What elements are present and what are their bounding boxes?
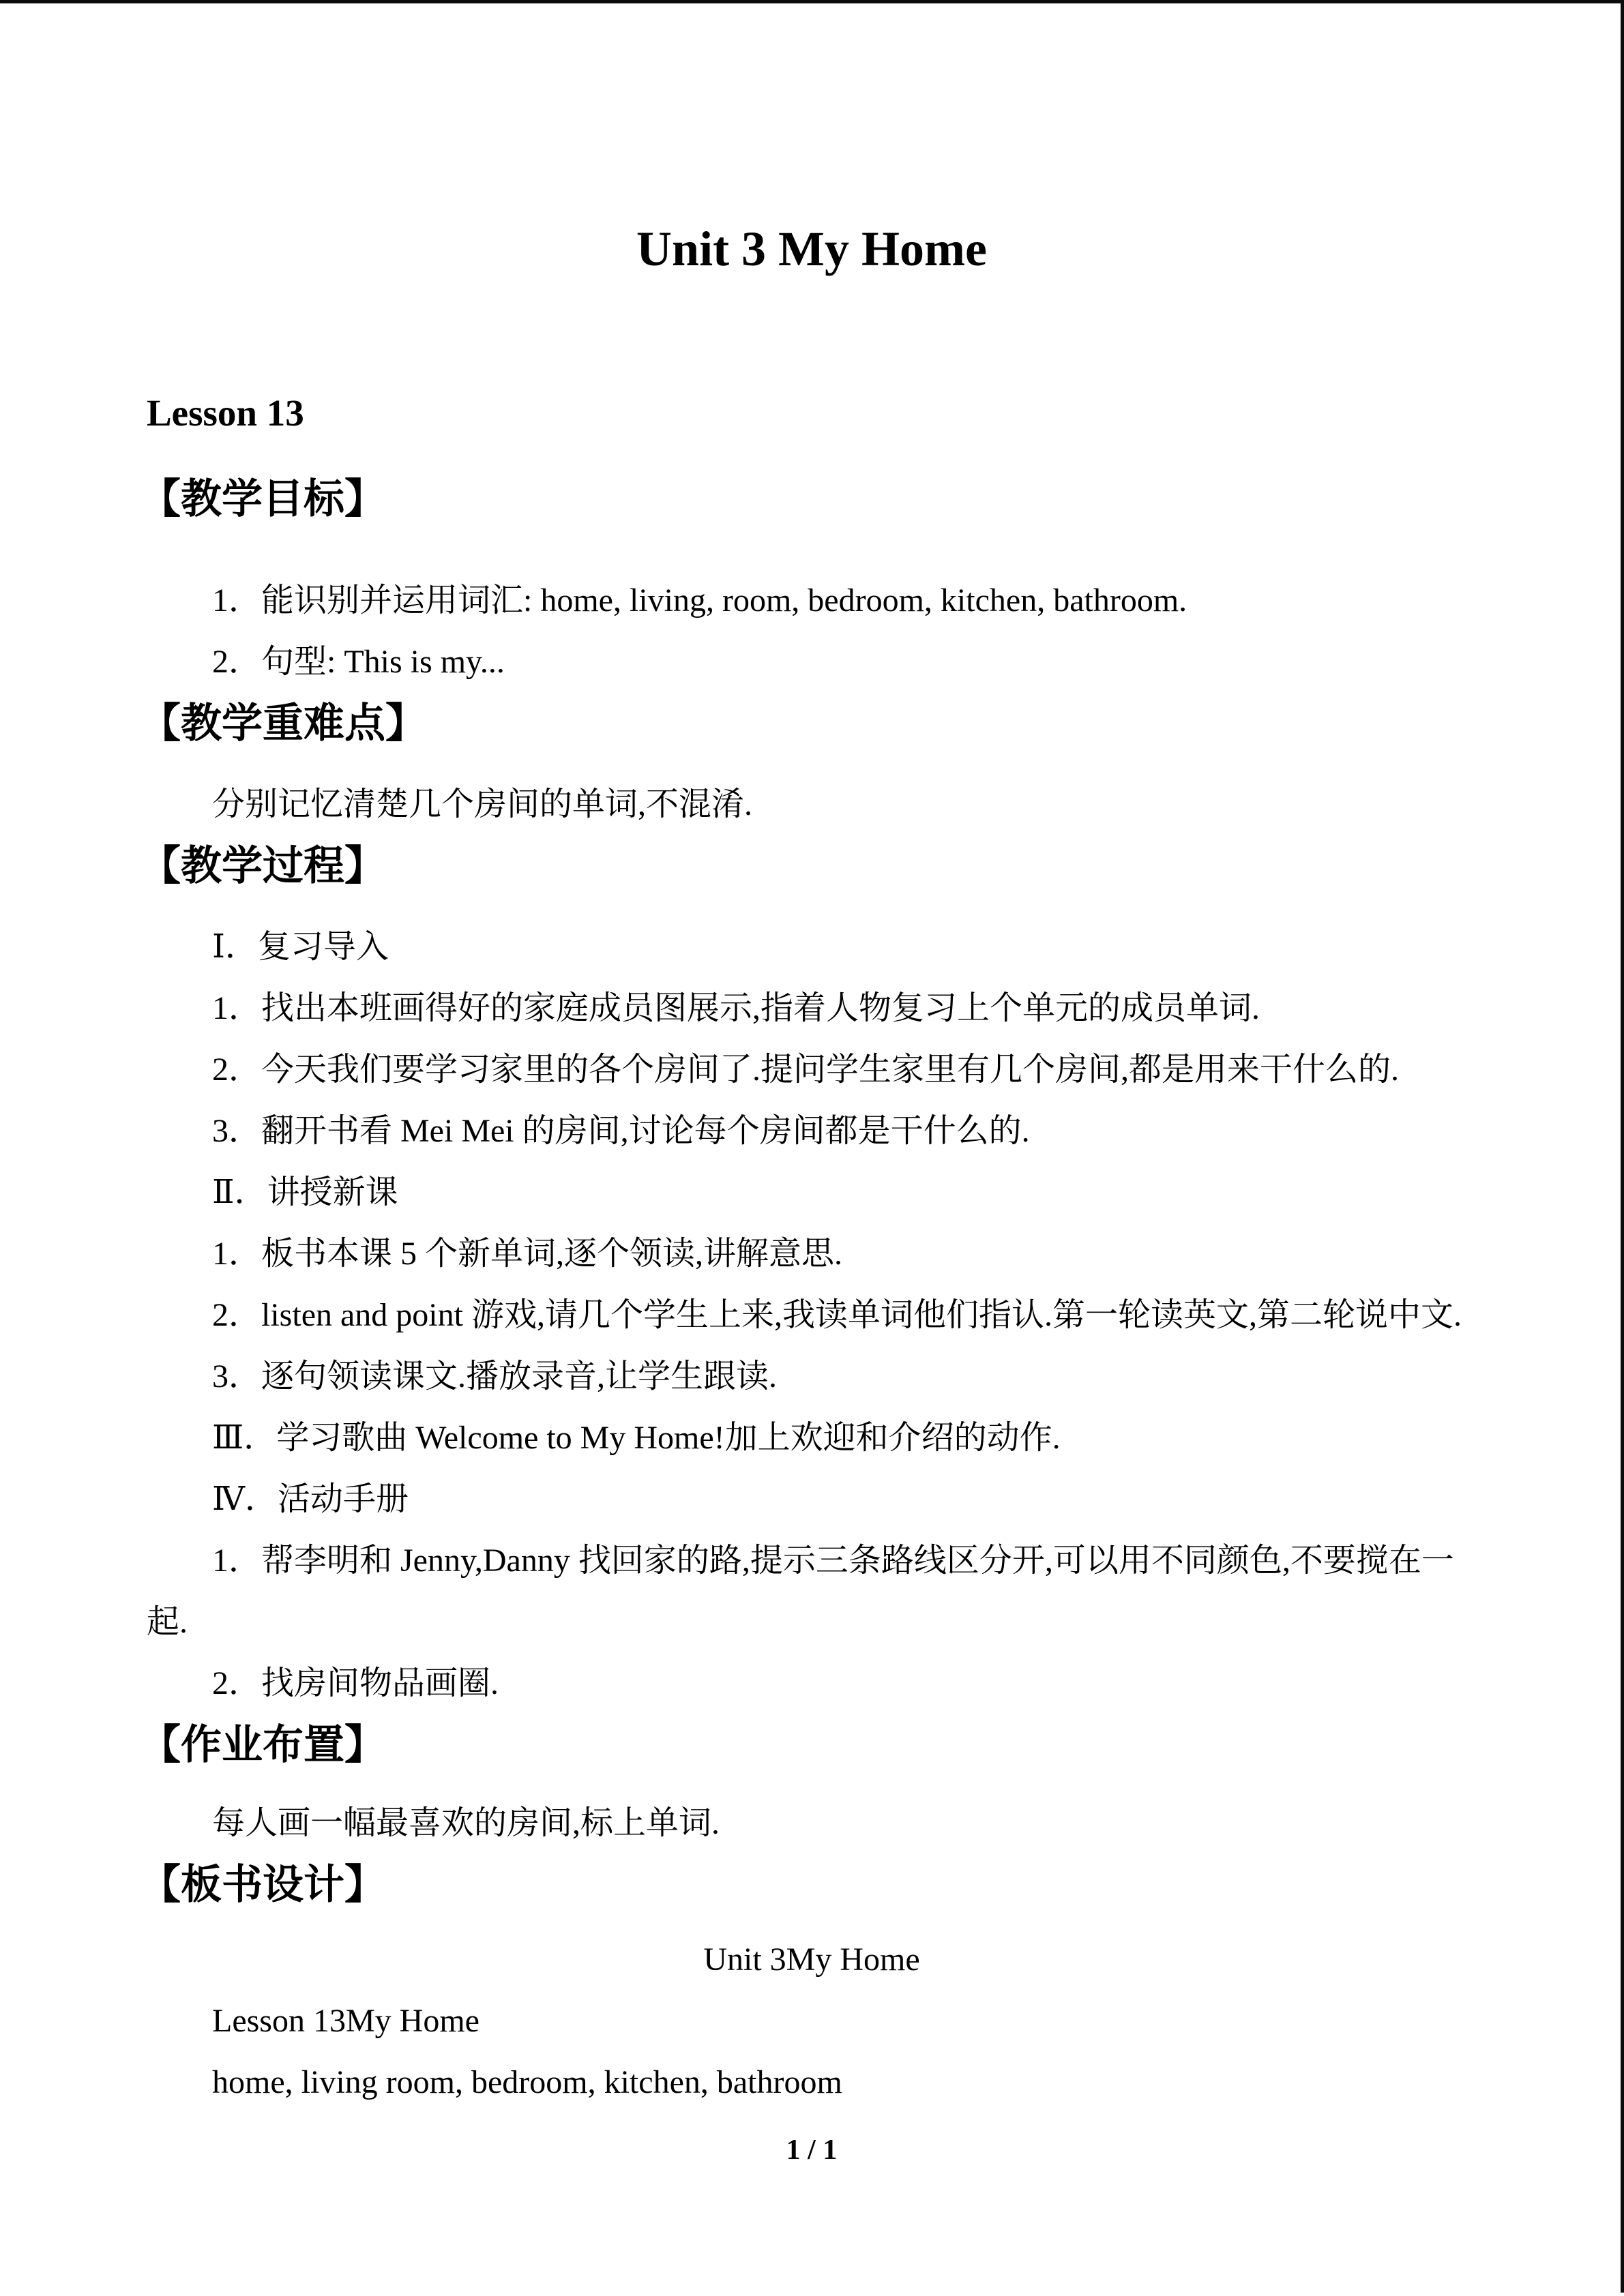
- process-step: Ⅳ．活动手册: [212, 1481, 409, 1517]
- key-points-text: 分别记忆清楚几个房间的单词,不混淆.: [212, 786, 753, 822]
- process-step: 2．找房间物品画圈.: [212, 1665, 499, 1701]
- process-step-continuation: 起.: [147, 1604, 188, 1640]
- process-step: 2．listen and point 游戏,请几个学生上来,我读单词他们指认.第一轮读英文,第二轮说中文.: [212, 1297, 1462, 1333]
- process-step: 3．翻开书看 Mei Mei 的房间,讨论每个房间都是干什么的.: [212, 1113, 1030, 1149]
- objective-item: 1．能识别并运用词汇: home, living, room, bedroom, kitchen, bathroom.: [212, 582, 1187, 618]
- process-step: Ⅱ．讲授新课: [212, 1174, 398, 1210]
- process-step: 1．找出本班画得好的家庭成员图展示,指着人物复习上个单元的成员单词.: [212, 990, 1260, 1026]
- section-heading-objectives: 【教学目标】: [140, 477, 385, 522]
- section-heading-key-points: 【教学重难点】: [140, 701, 426, 746]
- section-heading-homework: 【作业布置】: [140, 1723, 385, 1768]
- board-lesson-line: Lesson 13My Home: [212, 2003, 479, 2039]
- process-step: Ⅲ．学习歌曲 Welcome to My Home!加上欢迎和介绍的动作.: [212, 1420, 1061, 1456]
- board-words-line: home, living room, bedroom, kitchen, bathroom: [212, 2064, 842, 2100]
- process-step: Ⅰ．复习导入: [212, 929, 389, 965]
- process-step: 1．板书本课 5 个新单词,逐个领读,讲解意思.: [212, 1236, 843, 1272]
- process-step: 2．今天我们要学习家里的各个房间了.提问学生家里有几个房间,都是用来干什么的.: [212, 1052, 1400, 1088]
- lesson-heading: Lesson 13: [147, 392, 304, 434]
- section-heading-board-design: 【板书设计】: [140, 1862, 385, 1907]
- process-step: 3．逐句领读课文.播放录音,让学生跟读.: [212, 1358, 778, 1395]
- board-title-line: Unit 3My Home: [703, 1941, 920, 1978]
- objective-item: 2．句型: This is my...: [212, 644, 505, 680]
- section-heading-process: 【教学过程】: [140, 844, 385, 889]
- document-title: Unit 3 My Home: [636, 222, 987, 276]
- process-step: 1．帮李明和 Jenny,Danny 找回家的路,提示三条路线区分开,可以用不同颜色,不要搅在一: [212, 1542, 1454, 1579]
- page-top-border: [0, 0, 1624, 3]
- page-number: 1 / 1: [786, 2134, 838, 2166]
- page-right-border: [1621, 0, 1624, 2293]
- homework-text: 每人画一幅最喜欢的房间,标上单词.: [212, 1805, 720, 1841]
